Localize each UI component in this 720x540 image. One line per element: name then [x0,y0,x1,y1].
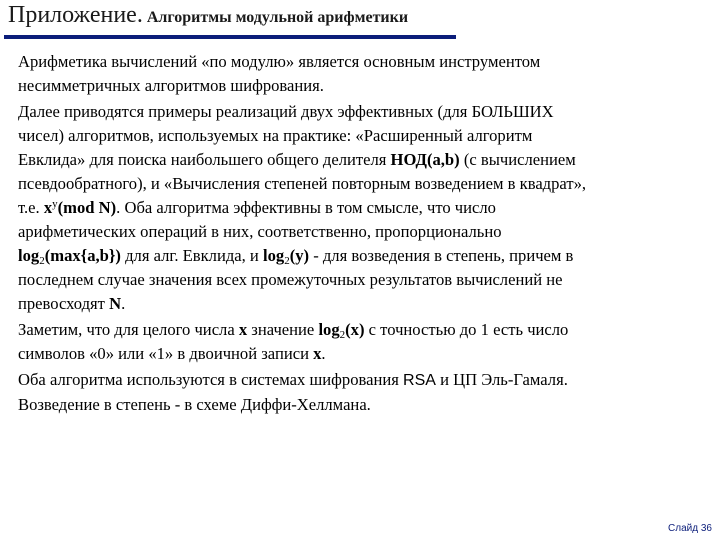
text-run: символов «0» или «1» в двоичной записи [18,344,314,363]
log-argument: (max{a,b}) [44,246,121,265]
text-line: Арифметика вычислений «по модулю» является основным инструментом [18,52,541,71]
text-line [18,368,708,393]
log-base: 2 [284,255,290,267]
title-main: Приложение. [8,2,143,28]
text-run: Оба алгоритма используются в системах шифрования [18,370,404,389]
title-underline [4,35,456,39]
power-exponent: y [52,198,58,210]
text-run: значение [247,320,319,339]
variable-x: x [313,344,322,363]
text-line: несимметричных алгоритмов шифрования. [18,76,324,95]
log-function: log [18,246,40,265]
slide-body [18,50,708,417]
log-base: 2 [339,329,346,341]
text-line [18,244,708,268]
text-line [18,196,708,220]
text-run: т.е. [18,198,44,217]
text-run: и ЦП Эль-Гамаля. [435,370,568,389]
text-line: последнем случае значения всех промежуточных результатов вычислений не [18,270,563,289]
text-line: Возведение в степень - в схеме Диффи-Хеллмана. [18,395,371,414]
log-argument: (x) [345,320,365,339]
rsa-acronym: RSA [403,372,436,389]
paragraph-4 [18,368,708,417]
modulus-expression: (mod N) [57,198,117,217]
text-run: - для возведения в степень, причем в [309,246,574,265]
paragraph-3 [18,318,708,366]
paragraph-1 [18,50,708,98]
log-argument: (y) [289,246,310,265]
text-line: Далее приводятся примеры реализаций двух эффективных (для БОЛЬШИХ [18,102,554,121]
text-line [18,292,708,316]
variable-x: x [238,320,248,339]
log-base: 2 [39,255,45,267]
text-run: (с вычислением [459,150,576,169]
text-line: псевдообратного), и «Вычисления степеней повторным возведением в квадрат», [18,174,587,193]
text-run: . Оба алгоритма эффективны в том смысле, что число [116,198,496,217]
text-run: для алг. Евклида, и [120,246,263,265]
text-line: арифметических операций в них, соответственно, пропорционально [18,222,502,241]
modulus-symbol: N [109,294,122,313]
log-function: log [262,246,285,265]
text-run: . [321,344,326,363]
log-function: log [318,320,340,339]
text-line: чисел) алгоритмов, используемых на практике: «Расширенный алгоритм [18,126,533,145]
gcd-expression: НОД(a,b) [390,150,460,169]
power-base: x [43,198,53,217]
text-line [18,318,708,342]
text-run: с точностью до 1 есть число [364,320,569,339]
text-line [18,148,708,172]
text-run: Евклида» для поиска наибольшего общего делителя [18,150,391,169]
paragraph-2 [18,100,708,316]
slide-number: Слайд 36 [668,523,712,534]
text-run: Заметим, что для целого числа [18,320,239,339]
text-run: превосходят [18,294,110,313]
text-run: . [121,294,126,313]
slide-title [8,2,408,29]
title-subtitle: Алгоритмы модульной арифметики [146,9,409,26]
text-line [18,342,708,366]
